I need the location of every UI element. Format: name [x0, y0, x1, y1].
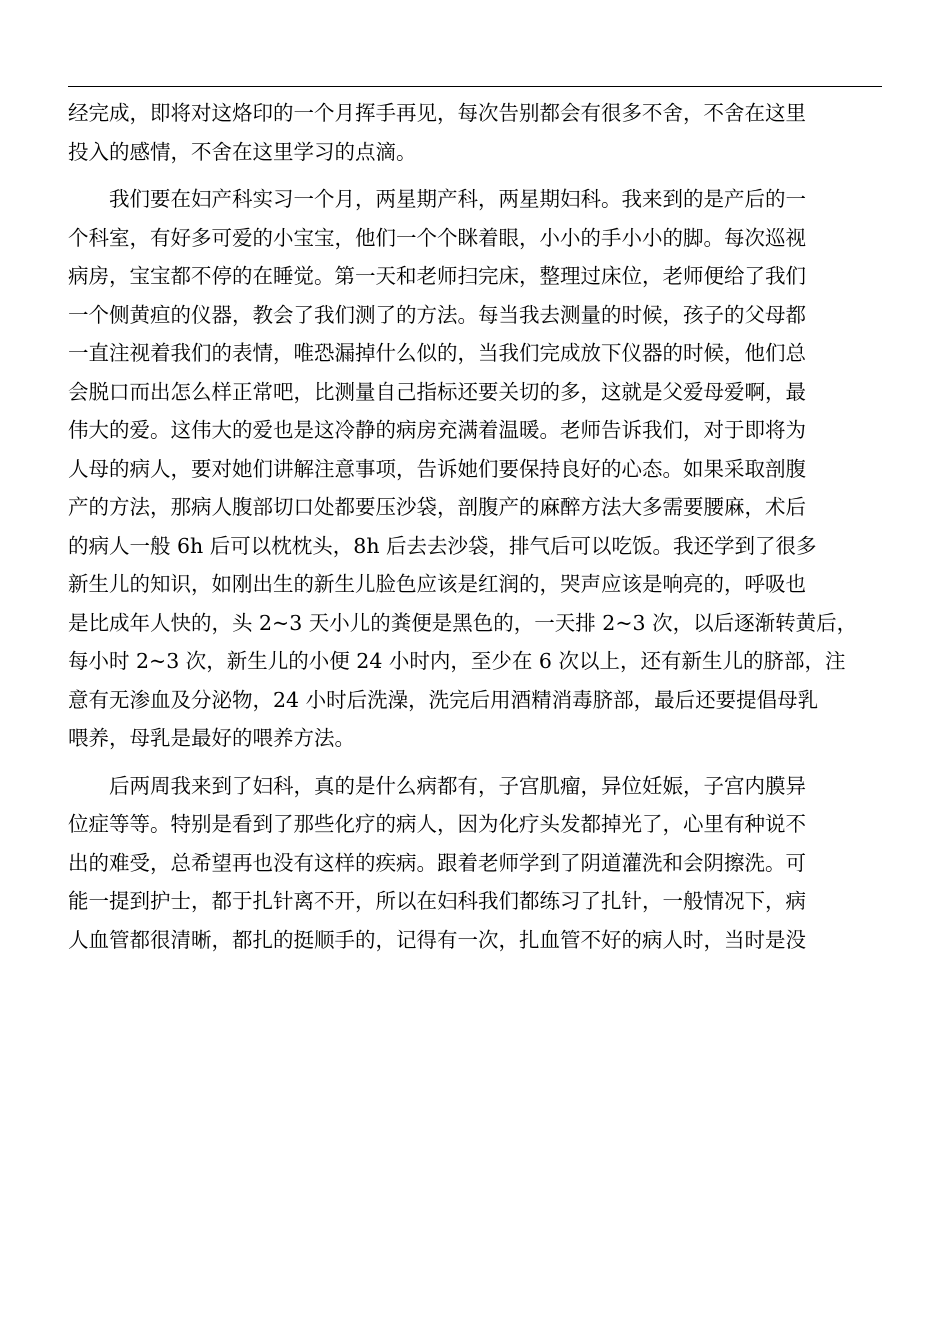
text-line: 投入的感情，不舍在这里学习的点滴。 — [68, 139, 417, 164]
text-line: 是比成年人快的，头 2~3 天小儿的粪便是黑色的，一天排 2~3 次，以后逐渐转黄后， — [68, 610, 858, 635]
text-line: 喂养，母乳是最好的喂养方法。 — [68, 726, 355, 750]
text-line: 会脱口而出怎么样正常吧，比测量自己指标还要关切的多，这就是父爱母爱啊，最 — [68, 379, 806, 404]
text-line: 每小时 2~3 次，新生儿的小便 24 小时内，至少在 6 次以上，还有新生儿的脐部，注 — [68, 649, 846, 673]
text-line: 新生儿的知识，如刚出生的新生儿脸色应该是红润的，哭声应该是响亮的，呼吸也 — [68, 572, 806, 596]
text-line: 意有无渗血及分泌物，24 小时后洗澡，洗完后用酒精消毒脐部，最后还要提倡母乳 — [68, 687, 819, 712]
text-line: 经完成，即将对这烙印的一个月挥手再见，每次告别都会有很多不舍，不舍在这里 — [68, 101, 806, 125]
paragraph — [68, 94, 888, 171]
text-line: 后两周我来到了妇科，真的是什么病都有，子宫肌瘤，异位妊娠，子宫内膜异 — [68, 773, 806, 798]
text-line: 一直注视着我们的表情，唯恐漏掉什么似的，当我们完成放下仪器的时候，他们总 — [68, 341, 806, 365]
text-line: 产的方法，那病人腹部切口处都要压沙袋，剖腹产的麻醉方法大多需要腰麻，术后 — [68, 495, 806, 519]
text-line: 病房，宝宝都不停的在睡觉。第一天和老师扫完床，整理过床位，老师便给了我们 — [68, 264, 806, 288]
text-line: 伟大的爱。这伟大的爱也是这冷静的病房充满着温暖。老师告诉我们，对于即将为 — [68, 418, 806, 442]
text-line: 我们要在妇产科实习一个月，两星期产科，两星期妇科。我来到的是产后的一 — [68, 187, 806, 211]
text-line: 出的难受，总希望再也没有这样的疾病。跟着老师学到了阴道灌洗和会阴擦洗。可 — [68, 850, 806, 875]
text-line: 人母的病人，要对她们讲解注意事项，告诉她们要保持良好的心态。如果采取剖腹 — [68, 456, 806, 481]
paragraph — [68, 180, 888, 758]
text-line: 的病人一般 6h 后可以枕枕头，8h 后去去沙袋，排气后可以吃饭。我还学到了很多 — [68, 533, 817, 558]
text-line: 位症等等。特别是看到了那些化疗的病人，因为化疗头发都掉光了，心里有种说不 — [68, 812, 806, 836]
text-line: 个科室，有好多可爱的小宝宝，他们一个个眯着眼，小小的手小小的脚。每次巡视 — [68, 225, 806, 250]
document-body — [68, 94, 888, 959]
text-line: 人血管都很清晰，都扎的挺顺手的，记得有一次，扎血管不好的病人时，当时是没 — [68, 927, 806, 952]
text-line: 一个侧黄疸的仪器，教会了我们测了的方法。每当我去测量的时候，孩子的父母都 — [68, 302, 806, 327]
paragraph — [68, 767, 888, 960]
header-rule — [68, 86, 882, 87]
text-line: 能一提到护士，都于扎针离不开，所以在妇科我们都练习了扎针，一般情况下，病 — [68, 889, 806, 913]
